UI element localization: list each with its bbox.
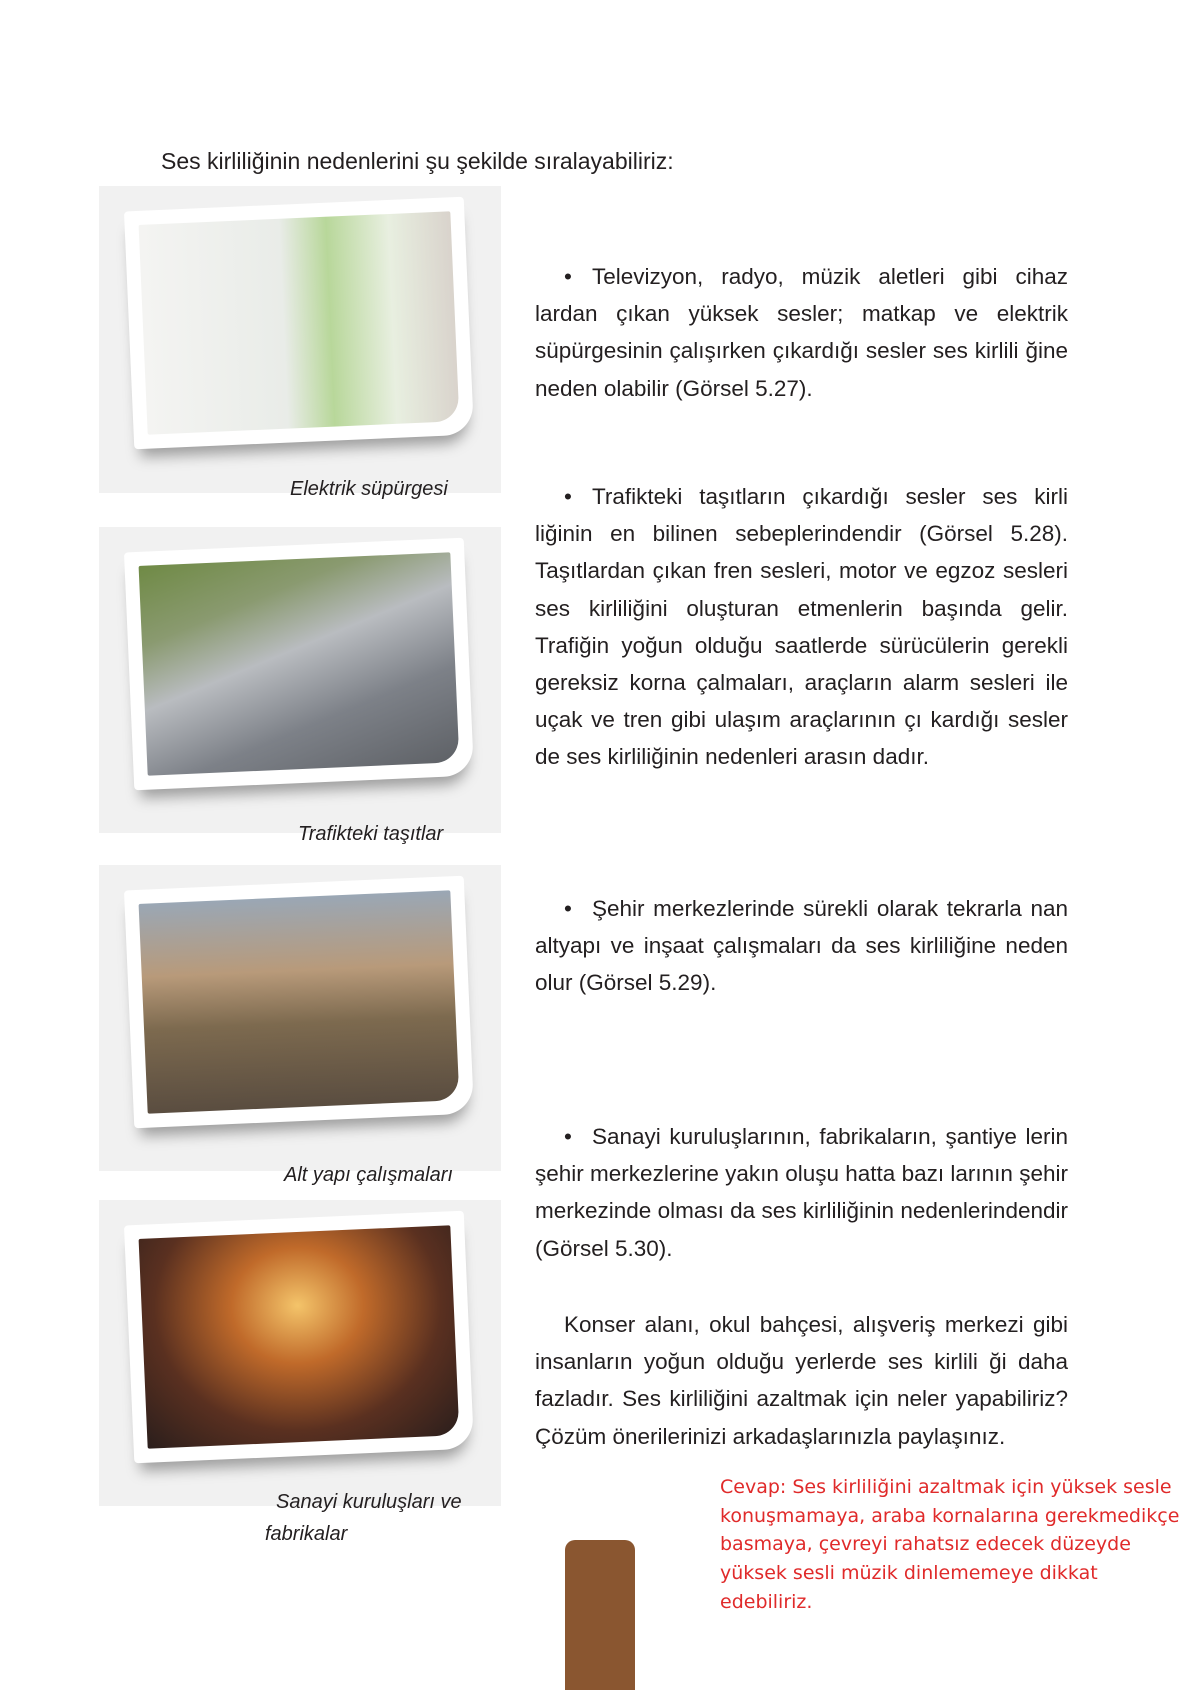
intro-text: Ses kirliliğinin nedenlerini şu şekilde sıralayabiliriz:: [161, 148, 674, 174]
bullet-text: Trafikteki taşıtların çıkardığı sesler ses kirli liğinin en bilinen sebeplerindendir (Görsel 5.28). Taşıtlardan çıkan fren sesleri, motor ve egzoz sesleri ses kirliliğini oluşturan etmenlerin başında gelir. Trafiğin yoğun olduğu saatlerde sürücülerin gerekli gereksiz korna çalmaları, araçların alarm sesleri ile uçak ve tren gibi ulaşım araçlarının çı kardığı sesler de ses kirliliğinin nedenleri arasın dadır.: [535, 484, 1068, 770]
construction-photo: [139, 890, 460, 1113]
factory-photo: [139, 1225, 460, 1448]
bullet-text: Sanayi kuruluşlarının, fabrikaların, şantiye lerin şehir merkezlerine yakın oluşu hatta bazı larının şehir merkezinde olması da ses kirliliğinin nedenlerindendir (Görsel 5.30).: [535, 1124, 1068, 1261]
caption-traffic: Trafikteki taşıtlar: [298, 823, 444, 845]
bullet-text: Televizyon, radyo, müzik aletleri gibi cihaz lardan çıkan yüksek sesler; matkap ve elektrik süpürgesinin çalışırken çıkardığı sesler ses kirlili ğine neden olabilir (Görsel 5.27).: [535, 264, 1068, 401]
photo-frame: [124, 1211, 474, 1464]
caption-factory-2: fabrikalar: [265, 1523, 348, 1545]
figure-construction: [99, 865, 501, 1171]
photo-frame: [124, 197, 474, 450]
bullet-icon: •: [564, 264, 572, 289]
bullet-icon: •: [564, 484, 572, 509]
bullet-paragraph: [535, 258, 1068, 407]
caption-construction: Alt yapı çalışmaları: [284, 1164, 453, 1186]
vacuum-cleaner-photo: [139, 211, 460, 434]
bullet-paragraph: [535, 890, 1068, 1002]
photo-frame: [124, 876, 474, 1129]
bullet-icon: •: [564, 896, 572, 921]
figure-traffic: [99, 527, 501, 833]
figure-factory: [99, 1200, 501, 1506]
answer-text: Cevap: Ses kirliliğini azaltmak için yüksek sesle konuşmamaya, araba kornalarına gerekmedikçe basmaya, çevreyi rahatsız edecek düzeyde yüksek sesli müzik dinlememeye dikkat edebiliriz.: [720, 1476, 1180, 1613]
traffic-photo: [139, 552, 460, 775]
figure-vacuum: [99, 186, 501, 493]
photo-frame: [124, 538, 474, 791]
bullet-paragraph: [535, 1118, 1068, 1267]
bullet-icon: •: [564, 1124, 572, 1149]
page-number-tab: [565, 1540, 635, 1690]
bullet-text: Şehir merkezlerinde sürekli olarak tekrarla nan altyapı ve inşaat çalışmaları da ses kirliliğine neden olur (Görsel 5.29).: [535, 896, 1068, 996]
bullet-paragraph: [535, 478, 1068, 776]
question-paragraph: Konser alanı, okul bahçesi, alışveriş merkezi gibi insanların yoğun olduğu yerlerde ses kirlili ği daha fazladır. Ses kirliliğini azaltmak için neler yapabiliriz? Çözüm önerilerinizi arkadaşlarınızla paylaşınız.: [535, 1312, 1068, 1449]
caption-factory-1: Sanayi kuruluşları ve: [276, 1491, 462, 1513]
caption-vacuum: Elektrik süpürgesi: [290, 478, 448, 500]
